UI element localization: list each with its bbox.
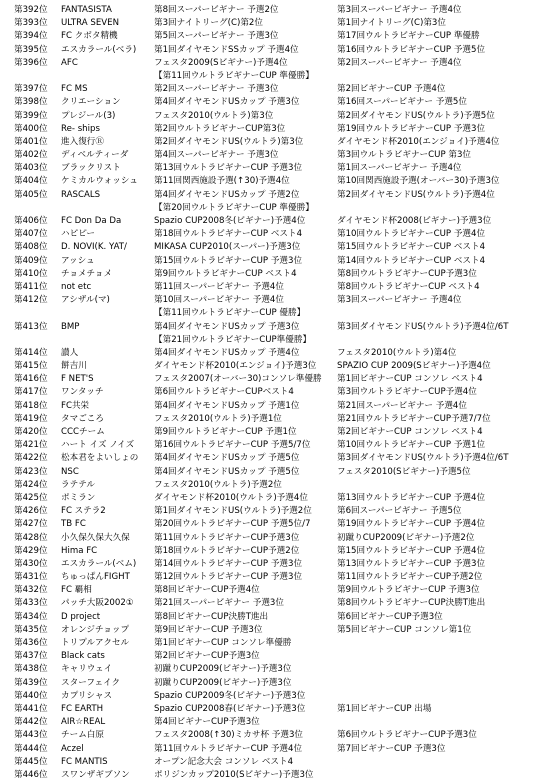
result-2-cell: 第6回スーパービギナー 予選5位	[337, 506, 462, 517]
table-row	[0, 571, 552, 584]
table-row	[0, 452, 552, 465]
rank-cell: 第440位	[14, 690, 48, 701]
team-name-cell: Aczel	[61, 743, 84, 754]
rank-cell: 第441位	[14, 703, 48, 714]
table-row	[0, 597, 552, 610]
result-1-cell: 第3回ナイトリーグ(C)第2位	[154, 18, 263, 29]
table-row	[0, 400, 552, 413]
result-2-cell: 第16回ウルトラビギナーCUP 予選5位	[337, 44, 486, 55]
result-2-cell: 第14回ウルトラビギナーCUP ベスト4	[337, 255, 486, 266]
table-row	[0, 136, 552, 149]
table-row	[0, 215, 552, 228]
table-row	[0, 492, 552, 505]
result-1-cell: フェスタ2010(ウルトラ)予選1位	[154, 413, 282, 424]
result-2-cell: 第13回ウルトラビギナーCUP 予選3位	[337, 558, 486, 569]
result-1-cell: フェスタ2009(Sビギナー)予選4位	[154, 57, 288, 68]
result-1-cell: 第4回ダイヤモンドUSカップ 予選3位	[154, 321, 300, 332]
rank-cell: 第397位	[14, 84, 48, 95]
result-1-cell: フェスタ2007(オーバー30)コンソレ準優勝	[154, 374, 322, 385]
result-1-cell: 第4回ビギナーCUP予選3位	[154, 717, 260, 728]
table-row	[0, 466, 552, 479]
result-2-cell: フェスタ2010(Sビギナー)予選5位	[337, 466, 471, 477]
result-1-cell: 第2回ビギナーCUP予選3位	[154, 651, 260, 662]
team-name-cell: FC MS	[61, 84, 88, 95]
table-row	[0, 637, 552, 650]
result-2-cell: 第2回ビギナーCUP 予選4位	[337, 84, 446, 95]
table-row	[0, 518, 552, 531]
table-row	[0, 360, 552, 373]
table-row	[0, 690, 552, 703]
table-row	[0, 663, 552, 676]
result-1-cell: 第12回ウルトラビギナーCUP 予選3位	[154, 572, 303, 583]
note-text: 【第20回ウルトラビギナーCUP 準優勝】	[154, 202, 314, 213]
rank-cell: 第433位	[14, 598, 48, 609]
result-1-cell: フェスタ2010(ウルトラ)第3位	[154, 110, 274, 121]
rank-cell: 第437位	[14, 651, 48, 662]
team-name-cell: TB FC	[61, 519, 86, 530]
team-name-cell: ハピピー	[61, 229, 96, 240]
rank-cell: 第395位	[14, 44, 48, 55]
table-row	[0, 386, 552, 399]
result-1-cell: 第9回ウルトラビギナーCUP ベスト4	[154, 268, 297, 279]
team-name-cell: CCCチーム	[61, 427, 105, 437]
result-2-cell: 第15回ウルトラビギナーCUP ベスト4	[337, 242, 486, 253]
table-row	[0, 413, 552, 426]
result-2-cell: ダイヤモンド杯2008(ビギナー)予選3位	[337, 216, 492, 226]
team-name-cell: Hima FC	[61, 545, 98, 556]
result-1-cell: オープン記念大会 コンソレ ベスト4	[154, 756, 294, 767]
result-2-cell: 第3回ウルトラビギナーCUP予選4位	[337, 387, 477, 398]
result-2-cell: 第2回スーパービギナー 予選4位	[337, 57, 462, 68]
rank-cell: 第401位	[14, 136, 48, 147]
rank-cell: 第394位	[14, 31, 48, 42]
team-name-cell: BMP	[61, 321, 80, 332]
result-1-cell: Spazio CUP2008冬(ビギナー)予選4位	[154, 216, 306, 226]
result-2-cell: 第13回ウルトラビギナーCUP 予選4位	[337, 492, 486, 503]
team-name-cell: チョメチョメ	[61, 268, 113, 279]
result-2-cell: SPAZIO CUP 2009(Sビギナー)予選4位	[337, 361, 491, 372]
result-1-cell: 第4回ダイヤモンドUSカップ 予選3位	[154, 97, 300, 108]
result-2-cell: 第21回ウルトラビギナーCUP予選7/7位	[337, 413, 491, 424]
result-1-cell: 第5回スーパービギナー 予選3位	[154, 31, 279, 42]
team-name-cell: ワンタッチ	[61, 387, 104, 398]
result-1-cell: 第2回ダイヤモンドUS(ウルトラ)第3位	[154, 136, 304, 147]
table-row	[0, 716, 552, 729]
team-name-cell: FC クボタ精機	[61, 31, 118, 42]
team-name-cell: FC MANTIS	[61, 756, 108, 767]
result-1-cell: 第11回スーパービギナー 予選4位	[154, 281, 284, 292]
result-1-cell: 第16回ウルトラビギナーCUP 予選5/7位	[154, 440, 311, 451]
result-1-cell: 第9回ビギナーCUP 予選3位	[154, 624, 263, 635]
result-1-cell: 第11回ウルトラビギナーCUP 予選4位	[154, 743, 303, 754]
rank-cell: 第435位	[14, 624, 48, 635]
rank-cell: 第415位	[14, 361, 48, 372]
result-2-cell: 第7回ビギナーCUP 予選3位	[337, 743, 446, 754]
rank-cell: 第446位	[14, 769, 48, 780]
table-row	[0, 281, 552, 294]
result-2-cell: 第16回スーパービギナー 予選5位	[337, 97, 467, 108]
team-name-cell: 進入復行Ⓡ	[61, 136, 104, 147]
team-name-cell: NSC	[61, 466, 79, 477]
result-1-cell: 第20回ウルトラビギナーCUP 予選5位/7	[154, 519, 311, 530]
table-row	[0, 83, 552, 96]
result-1-cell: 第11回関西施設予選(↑30)予選4位	[154, 176, 290, 187]
rank-cell: 第439位	[14, 677, 48, 688]
rank-cell: 第430位	[14, 558, 48, 569]
team-name-cell: Black cats	[61, 651, 105, 662]
result-1-cell: 第10回スーパービギナー 予選4位	[154, 295, 284, 306]
result-1-cell: 第14回ウルトラビギナーCUP 予選3位	[154, 558, 303, 569]
team-name-cell: not etc	[61, 281, 92, 292]
result-2-cell: 第2回ビギナーCUP コンソレ ベスト4	[337, 427, 483, 437]
result-2-cell: 第15回ウルトラビギナーCUP 予選4位	[337, 545, 486, 556]
result-1-cell: 初蹴りCUP2009(ビギナー)予選3位	[154, 677, 292, 688]
rank-cell: 第425位	[14, 492, 48, 503]
result-2-cell: 第8回ウルトラビギナーCUP ベスト4	[337, 281, 480, 292]
result-2-cell: 第1回ビギナーCUP 出場	[337, 703, 432, 714]
ranking-table	[0, 4, 552, 782]
table-row	[0, 439, 552, 452]
rank-cell: 第412位	[14, 295, 48, 306]
result-2-cell: 第6回ビギナーCUP予選3位	[337, 611, 443, 622]
team-name-cell: 讃人	[61, 347, 79, 358]
rank-cell: 第403位	[14, 163, 48, 174]
rank-cell: 第419位	[14, 413, 48, 424]
team-name-cell: FC共栄	[61, 400, 90, 411]
result-1-cell: 第21回スーパービギナー 予選3位	[154, 598, 284, 609]
rank-cell: 第404位	[14, 176, 48, 187]
result-2-cell: 初蹴りCUP2009(ビギナー)予選2位	[337, 532, 475, 543]
table-note	[0, 202, 552, 215]
rank-cell: 第426位	[14, 506, 48, 517]
result-1-cell: 第4回ダイヤモンドUSカップ 予選5位	[154, 466, 300, 477]
rank-cell: 第408位	[14, 242, 48, 253]
team-name-cell: F NET'S	[61, 374, 94, 385]
table-row	[0, 624, 552, 637]
team-name-cell: エスカラール(べラ)	[61, 44, 137, 55]
table-row	[0, 558, 552, 571]
table-row	[0, 756, 552, 769]
rank-cell: 第407位	[14, 229, 48, 240]
table-row	[0, 703, 552, 716]
team-name-cell: オレンジチョップ	[61, 624, 130, 635]
result-2-cell: 第3回ダイヤモンドUS(ウルトラ)予選4位/6T	[337, 321, 509, 332]
table-row	[0, 611, 552, 624]
table-row	[0, 769, 552, 782]
table-row	[0, 479, 552, 492]
team-name-cell: ULTRA SEVEN	[61, 18, 119, 29]
rank-cell: 第421位	[14, 440, 48, 451]
result-2-cell: 第3回スーパービギナー 予選4位	[337, 295, 462, 306]
rank-cell: 第400位	[14, 123, 48, 134]
result-1-cell: 第8回スーパービギナー 予選2位	[154, 5, 279, 15]
result-1-cell: 第1回ダイヤモンドSSカップ 予選4位	[154, 44, 299, 55]
result-1-cell: 第1回ダイヤモンドUS(ウルトラ)予選2位	[154, 506, 312, 517]
team-name-cell: ブラックリスト	[61, 163, 121, 174]
result-1-cell: 第18回ウルトラビギナーCUP予選2位	[154, 545, 300, 556]
table-row	[0, 189, 552, 202]
table-row	[0, 729, 552, 742]
team-name-cell: ディベルティーダ	[61, 150, 129, 161]
table-row	[0, 255, 552, 268]
rank-cell: 第417位	[14, 387, 48, 398]
rank-cell: 第399位	[14, 110, 48, 121]
rank-cell: 第436位	[14, 638, 48, 648]
result-2-cell: 第10回ウルトラビギナーCUP 予選4位	[337, 229, 486, 240]
rank-cell: 第442位	[14, 717, 48, 728]
table-row	[0, 175, 552, 188]
result-1-cell: 第4回ダイヤモンドUSカップ 予選5位	[154, 453, 300, 464]
rank-cell: 第422位	[14, 453, 48, 464]
table-row	[0, 426, 552, 439]
rank-cell: 第420位	[14, 427, 48, 437]
table-row	[0, 650, 552, 663]
team-name-cell: AIR☆REAL	[61, 717, 106, 728]
team-name-cell: RASCALS	[61, 189, 101, 200]
table-note	[0, 307, 552, 320]
team-name-cell: アシザル(マ)	[61, 295, 110, 306]
rank-cell: 第427位	[14, 519, 48, 530]
rank-cell: 第443位	[14, 730, 48, 741]
table-row	[0, 347, 552, 360]
team-name-cell: キャリウェイ	[61, 664, 113, 675]
team-name-cell: アッシュ	[61, 255, 95, 266]
rank-cell: 第423位	[14, 466, 48, 477]
rank-cell: 第392位	[14, 5, 48, 15]
team-name-cell: D. NOVI(K. YAT/	[61, 242, 127, 253]
result-2-cell: 第19回ウルトラビギナーCUP 予選3位	[337, 123, 486, 134]
result-1-cell: ポリジンカップ2010(Sビギナー)予選3位	[154, 769, 314, 780]
result-1-cell: MIKASA CUP2010(スーパー)予選3位	[154, 242, 301, 253]
result-1-cell: 第2回ウルトラビギナーCUP第3位	[154, 123, 286, 134]
rank-cell: 第402位	[14, 150, 48, 161]
note-text: 【第11回ウルトラビギナーCUP 優勝】	[154, 308, 306, 319]
result-1-cell: 第4回ダイヤモンドUSカップ 予選2位	[154, 189, 300, 200]
result-1-cell: 第8回ビギナーCUP予選4位	[154, 585, 260, 596]
team-name-cell: プレジール(3)	[61, 110, 116, 121]
table-row	[0, 241, 552, 254]
table-row	[0, 162, 552, 175]
table-row	[0, 294, 552, 307]
team-name-cell: FANTASISTA	[61, 5, 112, 15]
result-1-cell: 第6回ウルトラビギナーCUPベスト4	[154, 387, 294, 398]
table-note	[0, 334, 552, 347]
team-name-cell: ラテテル	[61, 479, 95, 490]
table-row	[0, 268, 552, 281]
team-name-cell: FC 覇相	[61, 585, 92, 596]
table-row	[0, 532, 552, 545]
result-1-cell: 第9回ウルトラビギナーCUP 予選1位	[154, 427, 297, 437]
table-row	[0, 149, 552, 162]
table-row	[0, 228, 552, 241]
rank-cell: 第413位	[14, 321, 48, 332]
team-name-cell: FC EARTH	[61, 703, 104, 714]
team-name-cell: ハート イズ ノイズ	[61, 440, 135, 451]
rank-cell: 第429位	[14, 545, 48, 556]
team-name-cell: ポミラン	[61, 492, 96, 503]
table-row	[0, 743, 552, 756]
table-note	[0, 70, 552, 83]
note-text: 【第11回ウルトラビギナーCUP 準優勝】	[154, 70, 314, 81]
result-1-cell: 第2回スーパービギナー 予選3位	[154, 84, 279, 95]
team-name-cell: チーム白原	[61, 730, 104, 741]
result-1-cell: フェスタ2010(ウルトラ)予選2位	[154, 479, 282, 490]
result-1-cell: ダイヤモンド杯2010(ウルトラ)予選4位	[154, 492, 308, 503]
rank-cell: 第409位	[14, 255, 48, 266]
team-name-cell: クリエーション	[61, 97, 121, 108]
result-2-cell: 第1回ビギナーCUP コンソレ ベスト4	[337, 374, 483, 385]
rank-cell: 第406位	[14, 216, 48, 226]
result-1-cell: Spazio CUP2009冬(ビギナー)予選3位	[154, 690, 306, 701]
table-row	[0, 96, 552, 109]
result-1-cell: 初蹴りCUP2009(ビギナー)予選3位	[154, 664, 292, 675]
table-row	[0, 44, 552, 57]
result-1-cell: 第4回ダイヤモンドUSカップ 予選4位	[154, 347, 300, 358]
table-row	[0, 584, 552, 597]
result-2-cell: 第9回ウルトラビギナーCUP 予選3位	[337, 585, 480, 596]
rank-cell: 第411位	[14, 281, 48, 292]
table-row	[0, 373, 552, 386]
rank-cell: 第424位	[14, 479, 48, 490]
result-2-cell: 第3回スーパービギナー 予選4位	[337, 5, 462, 15]
result-2-cell: 第2回ダイヤモンドUS(ウルトラ)予選4位	[337, 189, 495, 200]
team-name-cell: パッチ大阪2002①	[61, 598, 134, 609]
team-name-cell: 餅吉川	[61, 361, 87, 372]
rank-cell: 第393位	[14, 18, 48, 29]
result-1-cell: フェスタ2008(↑30)ミカサ杯 予選3位	[154, 730, 304, 741]
team-name-cell: 小久保久保大久保	[61, 532, 130, 543]
result-2-cell: 第2回ダイヤモンドUS(ウルトラ)予選5位	[337, 110, 495, 121]
result-2-cell: 第1回スーパービギナー 予選4位	[337, 163, 462, 174]
team-name-cell: AFC	[61, 57, 78, 68]
team-name-cell: タマごころ	[61, 413, 104, 424]
table-row	[0, 321, 552, 334]
result-2-cell: フェスタ2010(ウルトラ)第4位	[337, 347, 457, 358]
team-name-cell: FC ステラ2	[61, 506, 106, 517]
rank-cell: 第444位	[14, 743, 48, 754]
team-name-cell: トリプルアクセル	[61, 638, 130, 648]
result-2-cell: 第8回ウルトラビギナーCUP予選3位	[337, 268, 477, 279]
result-2-cell: 第3回ダイヤモンドUS(ウルトラ)予選4位/6T	[337, 453, 509, 464]
rank-cell: 第438位	[14, 664, 48, 675]
rank-cell: 第414位	[14, 347, 48, 358]
result-2-cell: 第10回関西施設予選(オーバー30)予選3位	[337, 176, 500, 187]
team-name-cell: カプリシャス	[61, 690, 113, 701]
rank-cell: 第432位	[14, 585, 48, 596]
result-1-cell: Spazio CUP2008春(ビギナー)予選3位	[154, 703, 306, 714]
result-1-cell: 第4回ダイヤモンドUSカップ 予選1位	[154, 400, 300, 411]
result-1-cell: 第18回ウルトラビギナーCUP ベスト4	[154, 229, 303, 240]
result-1-cell: 第11回ウルトラビギナーCUP予選3位	[154, 532, 300, 543]
result-2-cell: 第3回ウルトラビギナーCUP 第3位	[337, 150, 472, 161]
result-2-cell: 第1回ナイトリーグ(C)第3位	[337, 18, 446, 29]
result-1-cell: ダイヤモンド杯2010(エンジョイ)予選3位	[154, 361, 317, 372]
result-1-cell: 第4回スーパービギナー 予選3位	[154, 150, 279, 161]
team-name-cell: エスカラール(ベム)	[61, 558, 137, 569]
table-row	[0, 505, 552, 518]
rank-cell: 第410位	[14, 268, 48, 279]
team-name-cell: スターフェイク	[61, 677, 121, 688]
rank-cell: 第416位	[14, 374, 48, 385]
rank-cell: 第431位	[14, 572, 48, 583]
result-2-cell: 第10回ウルトラビギナーCUP 予選1位	[337, 440, 486, 451]
result-2-cell: ダイヤモンド杯2010(エンジョイ)予選4位	[337, 136, 500, 147]
rank-cell: 第398位	[14, 97, 48, 108]
table-row	[0, 545, 552, 558]
result-2-cell: 第11回ウルトラビギナーCUP予選2位	[337, 572, 483, 583]
result-1-cell: 第13回ウルトラビギナーCUP 予選3位	[154, 163, 303, 174]
team-name-cell: 松本君をよいしょの	[61, 453, 139, 464]
rank-cell: 第405位	[14, 189, 48, 200]
table-row	[0, 123, 552, 136]
result-2-cell: 第5回ビギナーCUP コンソレ第1位	[337, 624, 472, 635]
team-name-cell: FC Don Da Da	[61, 216, 122, 226]
result-2-cell: 第8回ウルトラビギナーCUP決勝T進出	[337, 598, 486, 609]
rank-cell: 第396位	[14, 57, 48, 68]
team-name-cell: ケミカルウォッシュ	[61, 176, 138, 187]
result-1-cell: 第15回ウルトラビギナーCUP 予選3位	[154, 255, 303, 266]
table-row	[0, 110, 552, 123]
table-row	[0, 17, 552, 30]
note-text: 【第21回ウルトラビギナーCUP準優勝】	[154, 334, 312, 345]
team-name-cell: Re- ships	[61, 123, 100, 134]
team-name-cell: ちゅっぱんFIGHT	[61, 572, 130, 583]
table-row	[0, 677, 552, 690]
rank-cell: 第418位	[14, 400, 48, 411]
result-2-cell: 第19回ウルトラビギナーCUP 予選4位	[337, 519, 486, 530]
team-name-cell: スワンザギブソン	[61, 769, 130, 780]
team-name-cell: D project	[61, 611, 101, 622]
result-1-cell: 第8回ビギナーCUP決勝T進出	[154, 611, 269, 622]
result-2-cell: 第17回ウルトラビギナーCUP 準優勝	[337, 31, 480, 42]
rank-cell: 第445位	[14, 756, 48, 767]
result-2-cell: 第21回スーパービギナー 予選4位	[337, 400, 467, 411]
result-1-cell: 第1回ビギナーCUP コンソレ準優勝	[154, 638, 292, 648]
table-row	[0, 4, 552, 17]
result-2-cell: 第6回ウルトラビギナーCUP予選3位	[337, 730, 477, 741]
rank-cell: 第434位	[14, 611, 48, 622]
table-row	[0, 30, 552, 43]
rank-cell: 第428位	[14, 532, 48, 543]
table-row	[0, 57, 552, 70]
